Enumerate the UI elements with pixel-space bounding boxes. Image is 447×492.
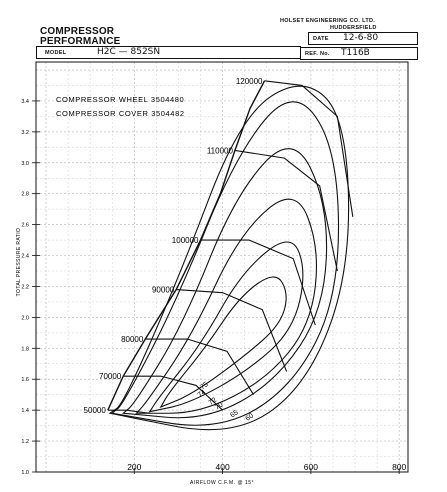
x-tick-label: 200 — [127, 462, 142, 472]
sheet-title-line2: PERFORMANCE — [40, 36, 121, 47]
efficiency-label: 75 — [199, 381, 210, 392]
speed-label: 110000 — [206, 146, 233, 156]
chart-labels — [84, 77, 264, 423]
efficiency-label: 70 — [214, 401, 225, 412]
model-value: H2C — 852SN — [97, 47, 161, 57]
x-tick-label: 600 — [303, 462, 318, 472]
y-tick-label: 2.0 — [21, 315, 29, 322]
ref-label: REF. No. — [305, 51, 330, 57]
speed-line — [201, 240, 316, 325]
annotation-wheel: COMPRESSOR WHEEL 3504480 — [56, 95, 185, 104]
speed-label: 80000 — [121, 335, 144, 345]
speed-label: 100000 — [171, 236, 199, 246]
efficiency-island — [123, 149, 326, 418]
speed-label: 70000 — [99, 372, 122, 382]
y-tick-label: 1.6 — [21, 377, 29, 384]
annotation-cover: COMPRESSOR COVER 3504482 — [56, 109, 185, 118]
company-city: HUDDERSFIELD — [330, 25, 377, 31]
y-tick-label: 2.8 — [21, 191, 29, 198]
company-name: HOLSET ENGINEERING CO. LTD. — [280, 18, 376, 24]
speed-label: 90000 — [151, 285, 175, 295]
y-tick-label: 1.4 — [21, 408, 29, 415]
y-axis-label: TOTAL PRESSURE RATIO — [16, 227, 22, 297]
y-tick-label: 2.4 — [21, 253, 29, 260]
x-axis-label: AIRFLOW C.F.M. @ 15° — [189, 480, 255, 486]
y-tick-label: 2.2 — [21, 284, 29, 291]
x-tick-label: 400 — [215, 462, 230, 472]
date-value: 12-6-80 — [343, 33, 379, 43]
date-label: DATE — [313, 36, 329, 42]
efficiency-island — [150, 242, 303, 412]
efficiency-island — [161, 277, 286, 407]
ref-value: T116B — [341, 48, 370, 58]
efficiency-label: 60 — [244, 412, 255, 423]
sheet-title-line1: COMPRESSOR — [40, 26, 115, 37]
speed-label: 120000 — [235, 76, 263, 86]
y-tick-label: 3.2 — [21, 129, 29, 136]
speed-line — [235, 150, 337, 271]
efficiency-islands — [110, 86, 349, 429]
speed-label: 50000 — [83, 406, 106, 416]
model-label: MODEL — [45, 50, 67, 56]
x-tick-label: 800 — [392, 462, 407, 472]
y-tick-label: 1.8 — [21, 346, 29, 353]
efficiency-label: 65 — [229, 409, 240, 420]
y-tick-label: 3.4 — [21, 98, 29, 105]
y-tick-label: 1.2 — [21, 439, 29, 446]
y-tick-label: 2.6 — [21, 222, 29, 229]
y-tick-label: 1.0 — [21, 470, 29, 476]
efficiency-label: 72 — [207, 396, 219, 407]
efficiency-label: 74 — [196, 388, 208, 400]
y-tick-label: 3.0 — [21, 160, 29, 167]
